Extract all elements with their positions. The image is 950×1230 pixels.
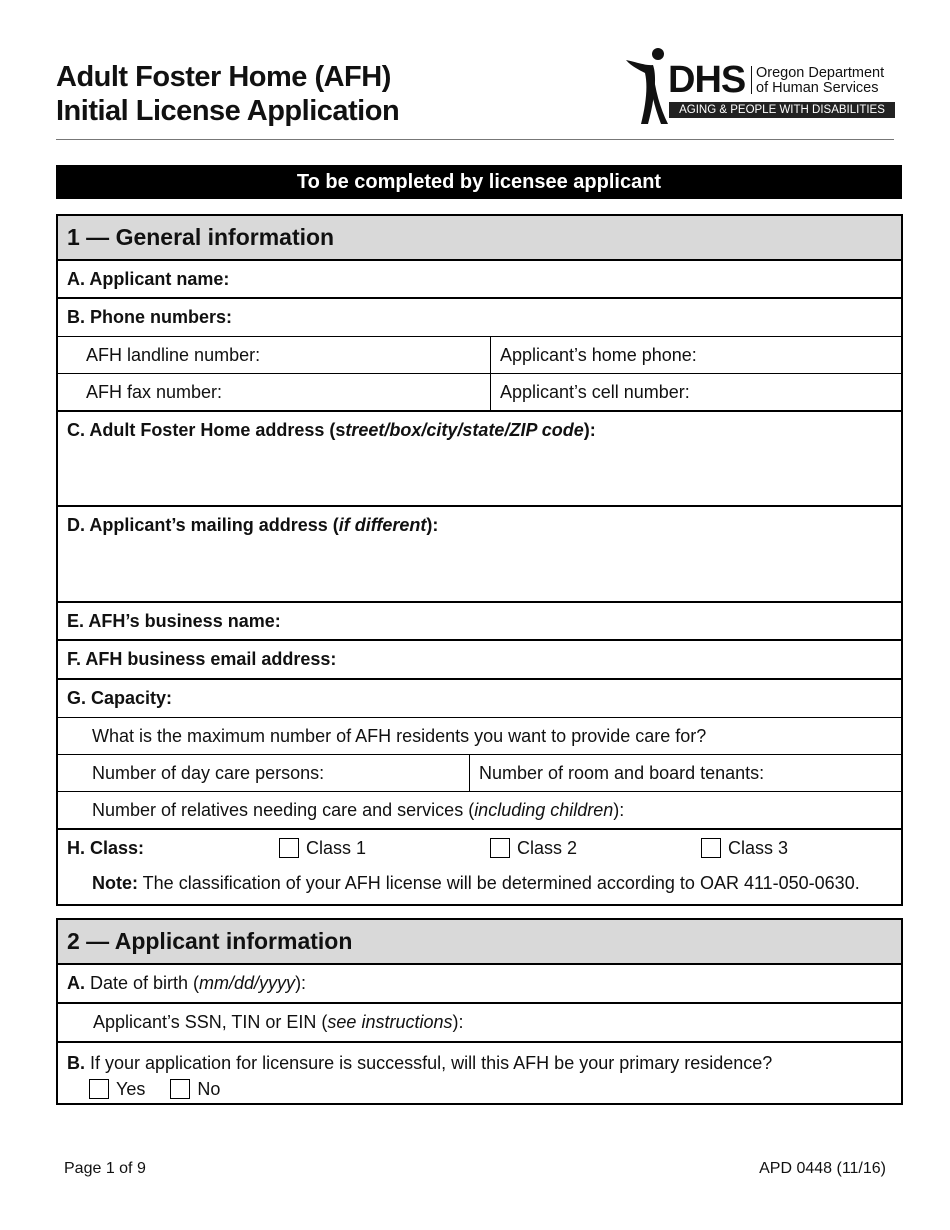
relatives-note: including children xyxy=(474,800,614,820)
primary-residence-options xyxy=(67,1076,901,1102)
date-of-birth-field[interactable] xyxy=(58,965,901,1002)
human-figure-icon xyxy=(624,46,670,126)
afh-landline-field[interactable]: AFH landline number: xyxy=(58,337,491,373)
class-row xyxy=(58,830,901,866)
page-number: Page 1 of 9 xyxy=(64,1160,146,1177)
relatives-row xyxy=(58,792,901,830)
class-label: H. Class: xyxy=(67,838,145,858)
form-title xyxy=(56,60,399,128)
logo-org-line1: Oregon Department xyxy=(756,65,885,81)
phone-numbers-row xyxy=(58,299,901,337)
ssn-label: Applicant’s SSN, TIN or EIN ( xyxy=(93,1012,328,1032)
class-note-text: The classification of your AFH license will be determined according to OAR 411-050-0630. xyxy=(138,873,860,893)
section-applicant-information xyxy=(56,918,903,1105)
no-checkbox[interactable] xyxy=(170,1079,190,1099)
primary-residence-row xyxy=(58,1043,901,1105)
dob-suffix: ): xyxy=(295,973,307,993)
class-2-option[interactable] xyxy=(481,830,692,866)
section-heading: 2 — Applicant information xyxy=(58,920,901,965)
logo-org-line2: of Human Services xyxy=(756,80,879,96)
dob-label: Date of birth ( xyxy=(85,973,200,993)
capacity-row xyxy=(58,680,901,718)
class-2-checkbox[interactable] xyxy=(490,838,510,858)
mailing-address-field[interactable] xyxy=(58,507,901,601)
no-label: No xyxy=(197,1079,221,1099)
applicant-name-row xyxy=(58,261,901,299)
yes-label: Yes xyxy=(116,1079,146,1099)
afh-address-suffix: ): xyxy=(583,420,596,440)
cell-number-field[interactable]: Applicant’s cell number: xyxy=(500,382,690,402)
section-heading: 1 — General information xyxy=(58,216,901,261)
business-name-field[interactable]: E. AFH’s business name: xyxy=(67,611,281,631)
class-1-label: Class 1 xyxy=(306,838,367,858)
ssn-note: see instructions xyxy=(327,1012,453,1032)
form-title-line2: Initial License Application xyxy=(56,95,400,127)
primary-residence-label: If your application for licensure is successful, will this AFH be your primary residence? xyxy=(85,1053,773,1073)
room-board-tenants-field[interactable]: Number of room and board tenants: xyxy=(479,763,765,783)
class-note-label: Note: xyxy=(92,873,138,893)
phone-row-2 xyxy=(58,374,901,412)
logo-tagline: AGING & PEOPLE WITH DISABILITIES xyxy=(669,102,895,118)
dob-prefix: A. xyxy=(67,973,85,993)
dhs-logo xyxy=(624,46,896,126)
afh-fax-field[interactable]: AFH fax number: xyxy=(58,374,491,410)
class-2-label: Class 2 xyxy=(517,838,578,858)
class-note-row xyxy=(58,866,901,904)
dob-format: mm/dd/yyyy xyxy=(199,973,296,993)
relatives-label: Number of relatives needing care and services ( xyxy=(92,800,475,820)
relatives-suffix: ): xyxy=(613,800,625,820)
phone-numbers-label: B. Phone numbers: xyxy=(67,307,233,327)
day-care-persons-field[interactable]: Number of day care persons: xyxy=(58,755,470,791)
mailing-address-label: D. Applicant’s mailing address ( xyxy=(67,515,339,535)
logo-divider xyxy=(751,66,752,94)
class-note xyxy=(58,866,901,904)
logo-abbr: DHS xyxy=(668,59,746,101)
primary-residence-question xyxy=(58,1043,901,1103)
yes-checkbox[interactable] xyxy=(89,1079,109,1099)
instruction-banner: To be completed by licensee applicant xyxy=(56,165,902,199)
ssn-row xyxy=(58,1004,901,1043)
ssn-suffix: ): xyxy=(452,1012,464,1032)
business-name-row xyxy=(58,603,901,641)
capacity-counts-row xyxy=(58,755,901,792)
mailing-address-row xyxy=(58,507,901,603)
form-id: APD 0448 (11/16) xyxy=(759,1160,886,1177)
business-email-field[interactable]: F. AFH business email address: xyxy=(67,649,337,669)
max-residents-field[interactable]: What is the maximum number of AFH residents you want to provide care for? xyxy=(92,726,707,746)
phone-row-1 xyxy=(58,337,901,374)
class-3-checkbox[interactable] xyxy=(701,838,721,858)
primary-residence-text xyxy=(67,1050,901,1076)
class-1-checkbox[interactable] xyxy=(279,838,299,858)
capacity-label: G. Capacity: xyxy=(67,688,173,708)
afh-address-row xyxy=(58,412,901,507)
afh-address-label: C. Adult Foster Home address (s xyxy=(67,420,346,440)
mailing-address-note: if different xyxy=(338,515,427,535)
ssn-field[interactable] xyxy=(58,1004,901,1041)
logo-org-name xyxy=(756,66,884,96)
home-phone-field[interactable]: Applicant’s home phone: xyxy=(500,345,697,365)
business-email-row xyxy=(58,641,901,680)
mailing-address-suffix: ): xyxy=(426,515,439,535)
class-3-option[interactable] xyxy=(692,830,901,866)
section-general-information xyxy=(56,214,903,906)
class-3-label: Class 3 xyxy=(728,838,789,858)
afh-address-field[interactable] xyxy=(58,412,901,505)
applicant-name-field[interactable]: A. Applicant name: xyxy=(67,269,230,289)
primary-residence-prefix: B. xyxy=(67,1053,85,1073)
afh-address-format: treet/box/city/state/ZIP code xyxy=(345,420,584,440)
max-residents-row xyxy=(58,718,901,755)
header-divider xyxy=(56,139,894,140)
relatives-field[interactable] xyxy=(58,792,901,828)
class-1-option[interactable] xyxy=(270,830,481,866)
form-title-line1: Adult Foster Home (AFH) xyxy=(56,61,391,93)
dob-row xyxy=(58,965,901,1004)
